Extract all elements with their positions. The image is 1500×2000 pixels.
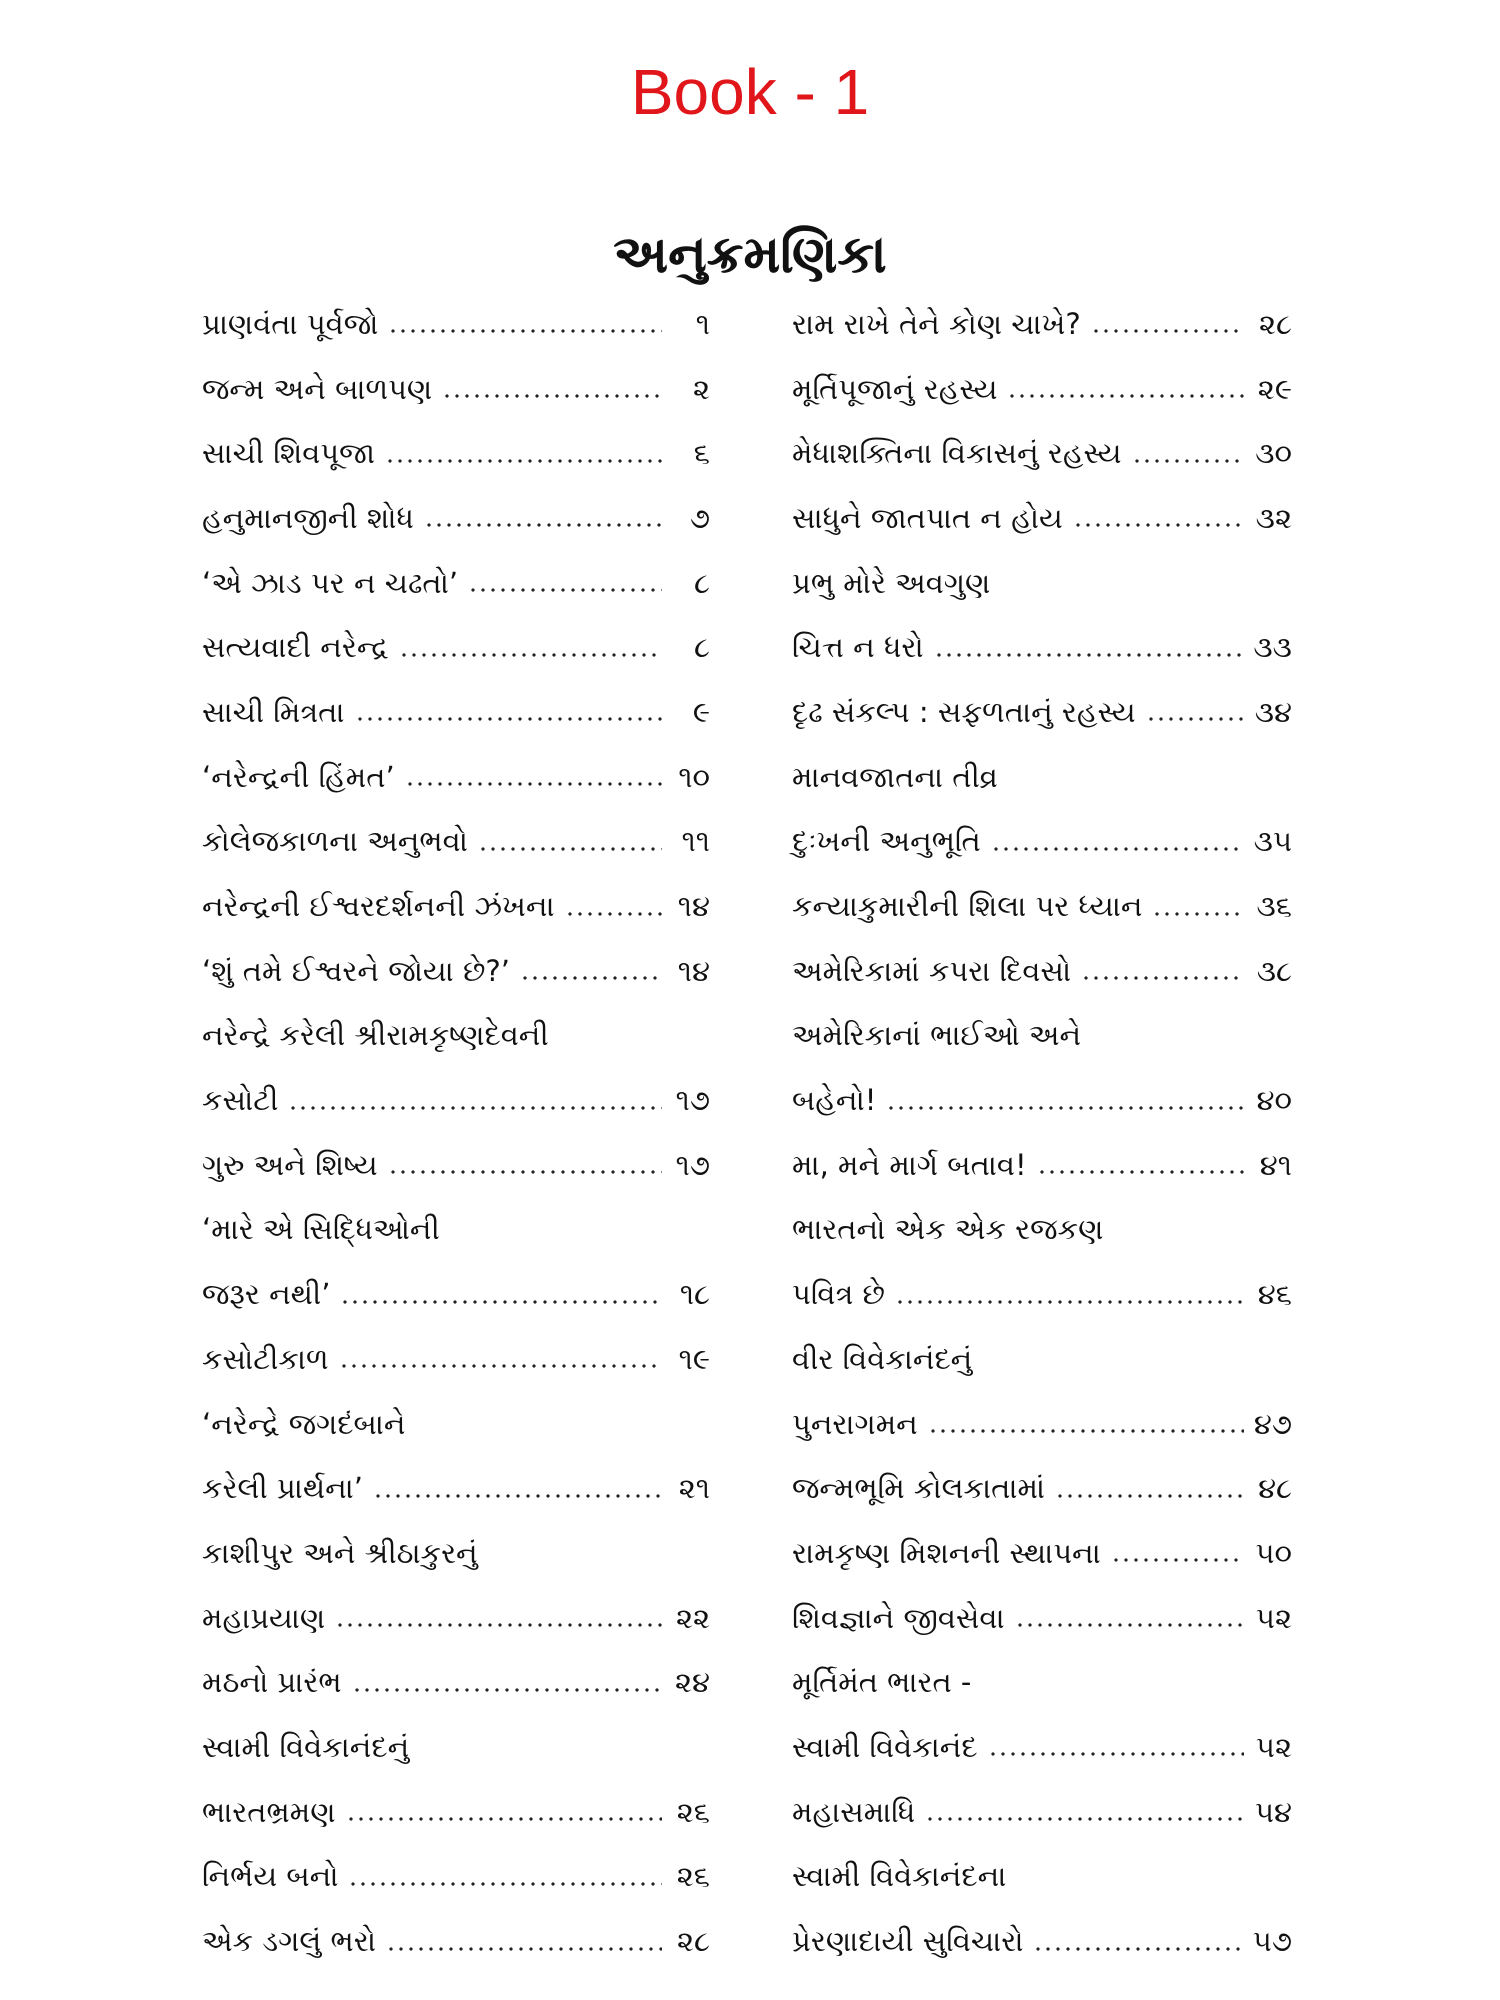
toc-entry-title: પ્રભુ મોરે અવગુણ (792, 565, 991, 600)
toc-entry (202, 1133, 710, 1198)
toc-entry (202, 1456, 710, 1521)
toc-entry (202, 357, 710, 422)
toc-entry (202, 1650, 710, 1715)
toc-entry (792, 1845, 1292, 1910)
dot-leader (386, 1946, 662, 1952)
toc-entry-title: ‘મારે એ સિદ્ધિઓની (202, 1212, 440, 1247)
book-label: Book - 1 (630, 56, 870, 128)
dot-leader (399, 652, 662, 658)
toc-entry (792, 1068, 1292, 1133)
toc-entry-title: રામ રાખે તેને કોણ ચાખે? (792, 306, 1081, 341)
dot-leader (1111, 1557, 1244, 1563)
dot-leader (1081, 975, 1244, 981)
toc-entry (202, 1909, 710, 1974)
toc-entry-page-number: ૩૩ (1253, 630, 1292, 665)
toc-entry-title: રામકૃષ્ણ મિશનની સ્થાપના (792, 1535, 1101, 1570)
toc-entry-title: કસોટીકાળ (202, 1341, 329, 1376)
toc-entry (202, 939, 710, 1004)
toc-entry-page-number: ૩૪ (1254, 694, 1292, 729)
toc-entry (792, 1586, 1292, 1651)
toc-entry (202, 1715, 710, 1780)
dot-leader (468, 587, 662, 593)
toc-entry-title: પ્રાણવંતા પૂર્વજો (202, 306, 379, 341)
dot-leader (1073, 522, 1244, 528)
toc-entry-title: જન્મ અને બાળપણ (202, 371, 433, 406)
toc-entry-page-number: ૨૮ (1259, 306, 1292, 341)
dot-leader (340, 1299, 662, 1305)
toc-entry-page-number: ૧ (695, 306, 710, 341)
toc-entry-page-number: ૨૪ (674, 1665, 710, 1700)
toc-entry-page-number: ૨૬ (676, 1794, 710, 1829)
toc-entry-title: જરૂર નથી’ (202, 1277, 331, 1312)
toc-entry-title: ચિત્ત ન ધરો (792, 630, 924, 665)
toc-entry-page-number: ૫૨ (1255, 1600, 1292, 1635)
toc-entry (792, 1392, 1292, 1457)
dot-leader (886, 1105, 1244, 1111)
toc-entry (202, 810, 710, 875)
toc-entry (792, 1198, 1292, 1263)
toc-entry (202, 1327, 710, 1392)
toc-entry (792, 1715, 1292, 1780)
toc-entry-page-number: ૧૮ (679, 1277, 710, 1312)
toc-entry-page-number: ૮ (694, 630, 710, 665)
toc-entry-title: સત્યવાદી નરેન્દ્ર (202, 630, 389, 665)
toc-entry (792, 1327, 1292, 1392)
toc-entry-title: ભારતનો એક એક રજકણ (792, 1212, 1104, 1247)
toc-entry-title: નરેન્દ્રે કરેલી શ્રીરામકૃષ્ણદેવની (202, 1018, 549, 1053)
toc-entry-title: અમેરિકાનાં ભાઈઓ અને (792, 1018, 1082, 1053)
toc-entry (202, 486, 710, 551)
toc-entry (202, 1780, 710, 1845)
toc-entry (792, 421, 1292, 486)
toc-entry (202, 551, 710, 616)
toc-entry-page-number: ૯ (692, 694, 710, 729)
toc-entry-title: મૂર્તિમંત ભારત - (792, 1665, 972, 1700)
toc-entry-title: ‘શું તમે ઈશ્વરને જોયા છે?’ (202, 953, 510, 988)
toc-entry-title: મૂર્તિપૂજાનું રહસ્ય (792, 371, 998, 406)
toc-entry-title: કાશીપુર અને શ્રીઠાકુરનું (202, 1535, 478, 1570)
toc-entry-page-number: ૧૪ (677, 953, 710, 988)
toc-entry (792, 1780, 1292, 1845)
dot-leader (925, 1816, 1244, 1822)
toc-entry (202, 1845, 710, 1910)
toc-entry-page-number: ૪૭ (1253, 1406, 1292, 1441)
dot-leader (565, 911, 662, 917)
toc-entry-title: શિવજ્ઞાને જીવસેવા (792, 1600, 1005, 1635)
toc-entry-title: કોલેજકાળના અનુભવો (202, 824, 468, 859)
toc-entry-page-number: ૬ (693, 436, 710, 471)
toc-entry-title: પવિત્ર છે (792, 1277, 885, 1312)
dot-leader (1015, 1622, 1244, 1628)
toc-entry-title: કરેલી પ્રાર્થના’ (202, 1471, 364, 1506)
toc-entry-title: ‘નરેન્દ્રની હિંમત’ (202, 759, 395, 794)
toc-entry (792, 292, 1292, 357)
toc-entry-title: પુનરાગમન (792, 1406, 918, 1441)
toc-entry-title: કન્યાકુમારીની શિલા પર ધ્યાન (792, 889, 1143, 924)
toc-entry-page-number: ૩૫ (1253, 824, 1292, 859)
toc-entry-title: સાચી શિવપૂજા (202, 436, 375, 471)
dot-leader (346, 1816, 663, 1822)
toc-entry (792, 810, 1292, 875)
toc-entry (202, 1586, 710, 1651)
dot-leader (1132, 458, 1244, 464)
dot-leader (288, 1105, 662, 1111)
toc-column-right (792, 292, 1292, 1974)
toc-entry-title: સાચી મિત્રતા (202, 694, 345, 729)
toc-entry-title: મહાપ્રયાણ (202, 1600, 326, 1635)
toc-entry (792, 1650, 1292, 1715)
toc-entry (792, 1133, 1292, 1198)
dot-leader (520, 975, 662, 981)
toc-entry-title: નરેન્દ્રની ઈશ્વરદર્શનની ઝંખના (202, 889, 555, 924)
toc-entry (792, 1909, 1292, 1974)
toc-entry (202, 874, 710, 939)
dot-leader (388, 328, 662, 334)
toc-entry (792, 551, 1292, 616)
toc-entry-title: મઠનો પ્રારંભ (202, 1665, 342, 1700)
toc-entry-page-number: ૧૪ (677, 889, 710, 924)
toc-entry-page-number: ૫૨ (1255, 1729, 1292, 1764)
toc-entry-title: સ્વામી વિવેકાનંદ (792, 1729, 978, 1764)
toc-entry (202, 745, 710, 810)
toc-entry (202, 421, 710, 486)
toc-entry (792, 615, 1292, 680)
toc-entry-page-number: ૪૮ (1258, 1471, 1292, 1506)
dot-leader (928, 1428, 1244, 1434)
toc-entry-page-number: ૩૦ (1255, 436, 1292, 471)
toc-entry-page-number: ૫૭ (1252, 1924, 1292, 1959)
toc-entry-page-number: ૧૧ (681, 824, 710, 859)
toc-entry (202, 1004, 710, 1069)
dot-leader (1146, 716, 1244, 722)
toc-entry-page-number: ૧૭ (675, 1083, 710, 1118)
toc-entry (792, 1456, 1292, 1521)
toc-entry (202, 1521, 710, 1586)
toc-entry (202, 1198, 710, 1263)
toc-entry (792, 745, 1292, 810)
toc-entry-page-number: ૨૧ (678, 1471, 710, 1506)
toc-entry-page-number: ૨૮ (677, 1924, 710, 1959)
dot-leader (478, 846, 662, 852)
toc-entry (202, 615, 710, 680)
toc-entry-title: મા, મને માર્ગ બતાવ! (792, 1147, 1027, 1182)
toc-entry-title: ભારતભ્રમણ (202, 1794, 336, 1829)
dot-leader (424, 522, 662, 528)
toc-entry-page-number: ૩૮ (1256, 953, 1292, 988)
toc-entry (792, 874, 1292, 939)
toc-column-left (202, 292, 710, 1974)
toc-entry-title: દૃઢ સંકલ્પ : સફળતાનું રહસ્ય (792, 694, 1136, 729)
toc-entry-page-number: ૩૨ (1255, 500, 1292, 535)
dot-leader (335, 1622, 662, 1628)
dot-leader (405, 781, 662, 787)
dot-leader (1091, 328, 1244, 334)
dot-leader (1033, 1946, 1244, 1952)
dot-leader (934, 652, 1244, 658)
dot-leader (348, 1881, 662, 1887)
toc-entry (792, 357, 1292, 422)
toc-entry-title: અમેરિકામાં કપરા દિવસો (792, 953, 1072, 988)
dot-leader (373, 1493, 662, 1499)
toc-entry-title: સ્વામી વિવેકાનંદનું (202, 1729, 410, 1764)
dot-leader (1055, 1493, 1244, 1499)
toc-entry-title: વીર વિવેકાનંદનું (792, 1341, 973, 1376)
toc-entry-title: માનવજાતના તીવ્ર (792, 759, 998, 794)
toc-entry-page-number: ૨૯ (1257, 371, 1292, 406)
toc-entry-page-number: ૨૨ (675, 1600, 710, 1635)
toc-entry-page-number: ૨૬ (676, 1859, 710, 1894)
toc-entry-title: મહાસમાધિ (792, 1794, 916, 1829)
toc-entry-page-number: ૪૬ (1257, 1277, 1292, 1312)
toc-entry-page-number: ૩૬ (1256, 889, 1292, 924)
toc-entry-title: ‘એ ઝાડ પર ન ચઢતો’ (202, 565, 459, 600)
toc-entry (792, 680, 1292, 745)
toc-entry-title: સ્વામી વિવેકાનંદના (792, 1859, 1007, 1894)
dot-leader (895, 1299, 1244, 1305)
toc-entry (202, 680, 710, 745)
toc-entry (792, 1521, 1292, 1586)
toc-entry-title: કસોટી (202, 1083, 279, 1118)
dot-leader (988, 1751, 1244, 1757)
toc-entry (202, 1262, 710, 1327)
toc-entry-page-number: ૪૦ (1256, 1083, 1292, 1118)
toc-entry (202, 1068, 710, 1133)
dot-leader (1152, 911, 1244, 917)
dot-leader (355, 716, 662, 722)
toc-entry-page-number: ૨ (692, 371, 710, 406)
toc-entry-title: નિર્ભય બનો (202, 1859, 339, 1894)
toc-entry (792, 939, 1292, 1004)
dot-leader (1007, 393, 1244, 399)
toc-entry-title: ‘નરેન્દ્રે જગદંબાને (202, 1406, 406, 1441)
toc-entry (792, 1262, 1292, 1327)
toc-heading: અનુક્રમણિકા (613, 225, 887, 285)
toc-entry-title: દુઃખની અનુભૂતિ (792, 824, 981, 859)
dot-leader (352, 1687, 662, 1693)
dot-leader (1037, 1169, 1244, 1175)
toc-entry-page-number: ૧૯ (678, 1341, 710, 1376)
toc-entry-title: બહેનો! (792, 1083, 877, 1118)
toc-entry-page-number: ૧૭ (675, 1147, 710, 1182)
toc-entry-page-number: ૪૧ (1259, 1147, 1292, 1182)
toc-entry-page-number: ૮ (694, 565, 710, 600)
toc-entry (202, 1392, 710, 1457)
toc-entry-title: ગુરુ અને શિષ્ય (202, 1147, 378, 1182)
dot-leader (339, 1363, 662, 1369)
toc-entry-title: સાધુને જાતપાત ન હોય (792, 500, 1063, 535)
toc-entry-page-number: ૫૪ (1254, 1794, 1292, 1829)
toc-entry-title: મેધાશક્તિના વિકાસનું રહસ્ય (792, 436, 1122, 471)
toc-entry-title: પ્રેરણાદાયી સુવિચારો (792, 1924, 1024, 1959)
toc-entry (792, 486, 1292, 551)
toc-entry-title: એક ડગલું ભરો (202, 1924, 376, 1959)
toc-entry-title: હનુમાનજીની શોધ (202, 500, 414, 535)
toc-entry-page-number: ૭ (689, 500, 710, 535)
toc-entry-title: જન્મભૂમિ કોલકાતામાં (792, 1471, 1046, 1506)
toc-entry (792, 1004, 1292, 1069)
dot-leader (388, 1169, 662, 1175)
dot-leader (442, 393, 662, 399)
toc-entry-page-number: ૧૦ (678, 759, 710, 794)
toc-entry (202, 292, 710, 357)
toc-entry-page-number: ૫૦ (1255, 1535, 1292, 1570)
dot-leader (991, 846, 1244, 852)
dot-leader (385, 458, 662, 464)
